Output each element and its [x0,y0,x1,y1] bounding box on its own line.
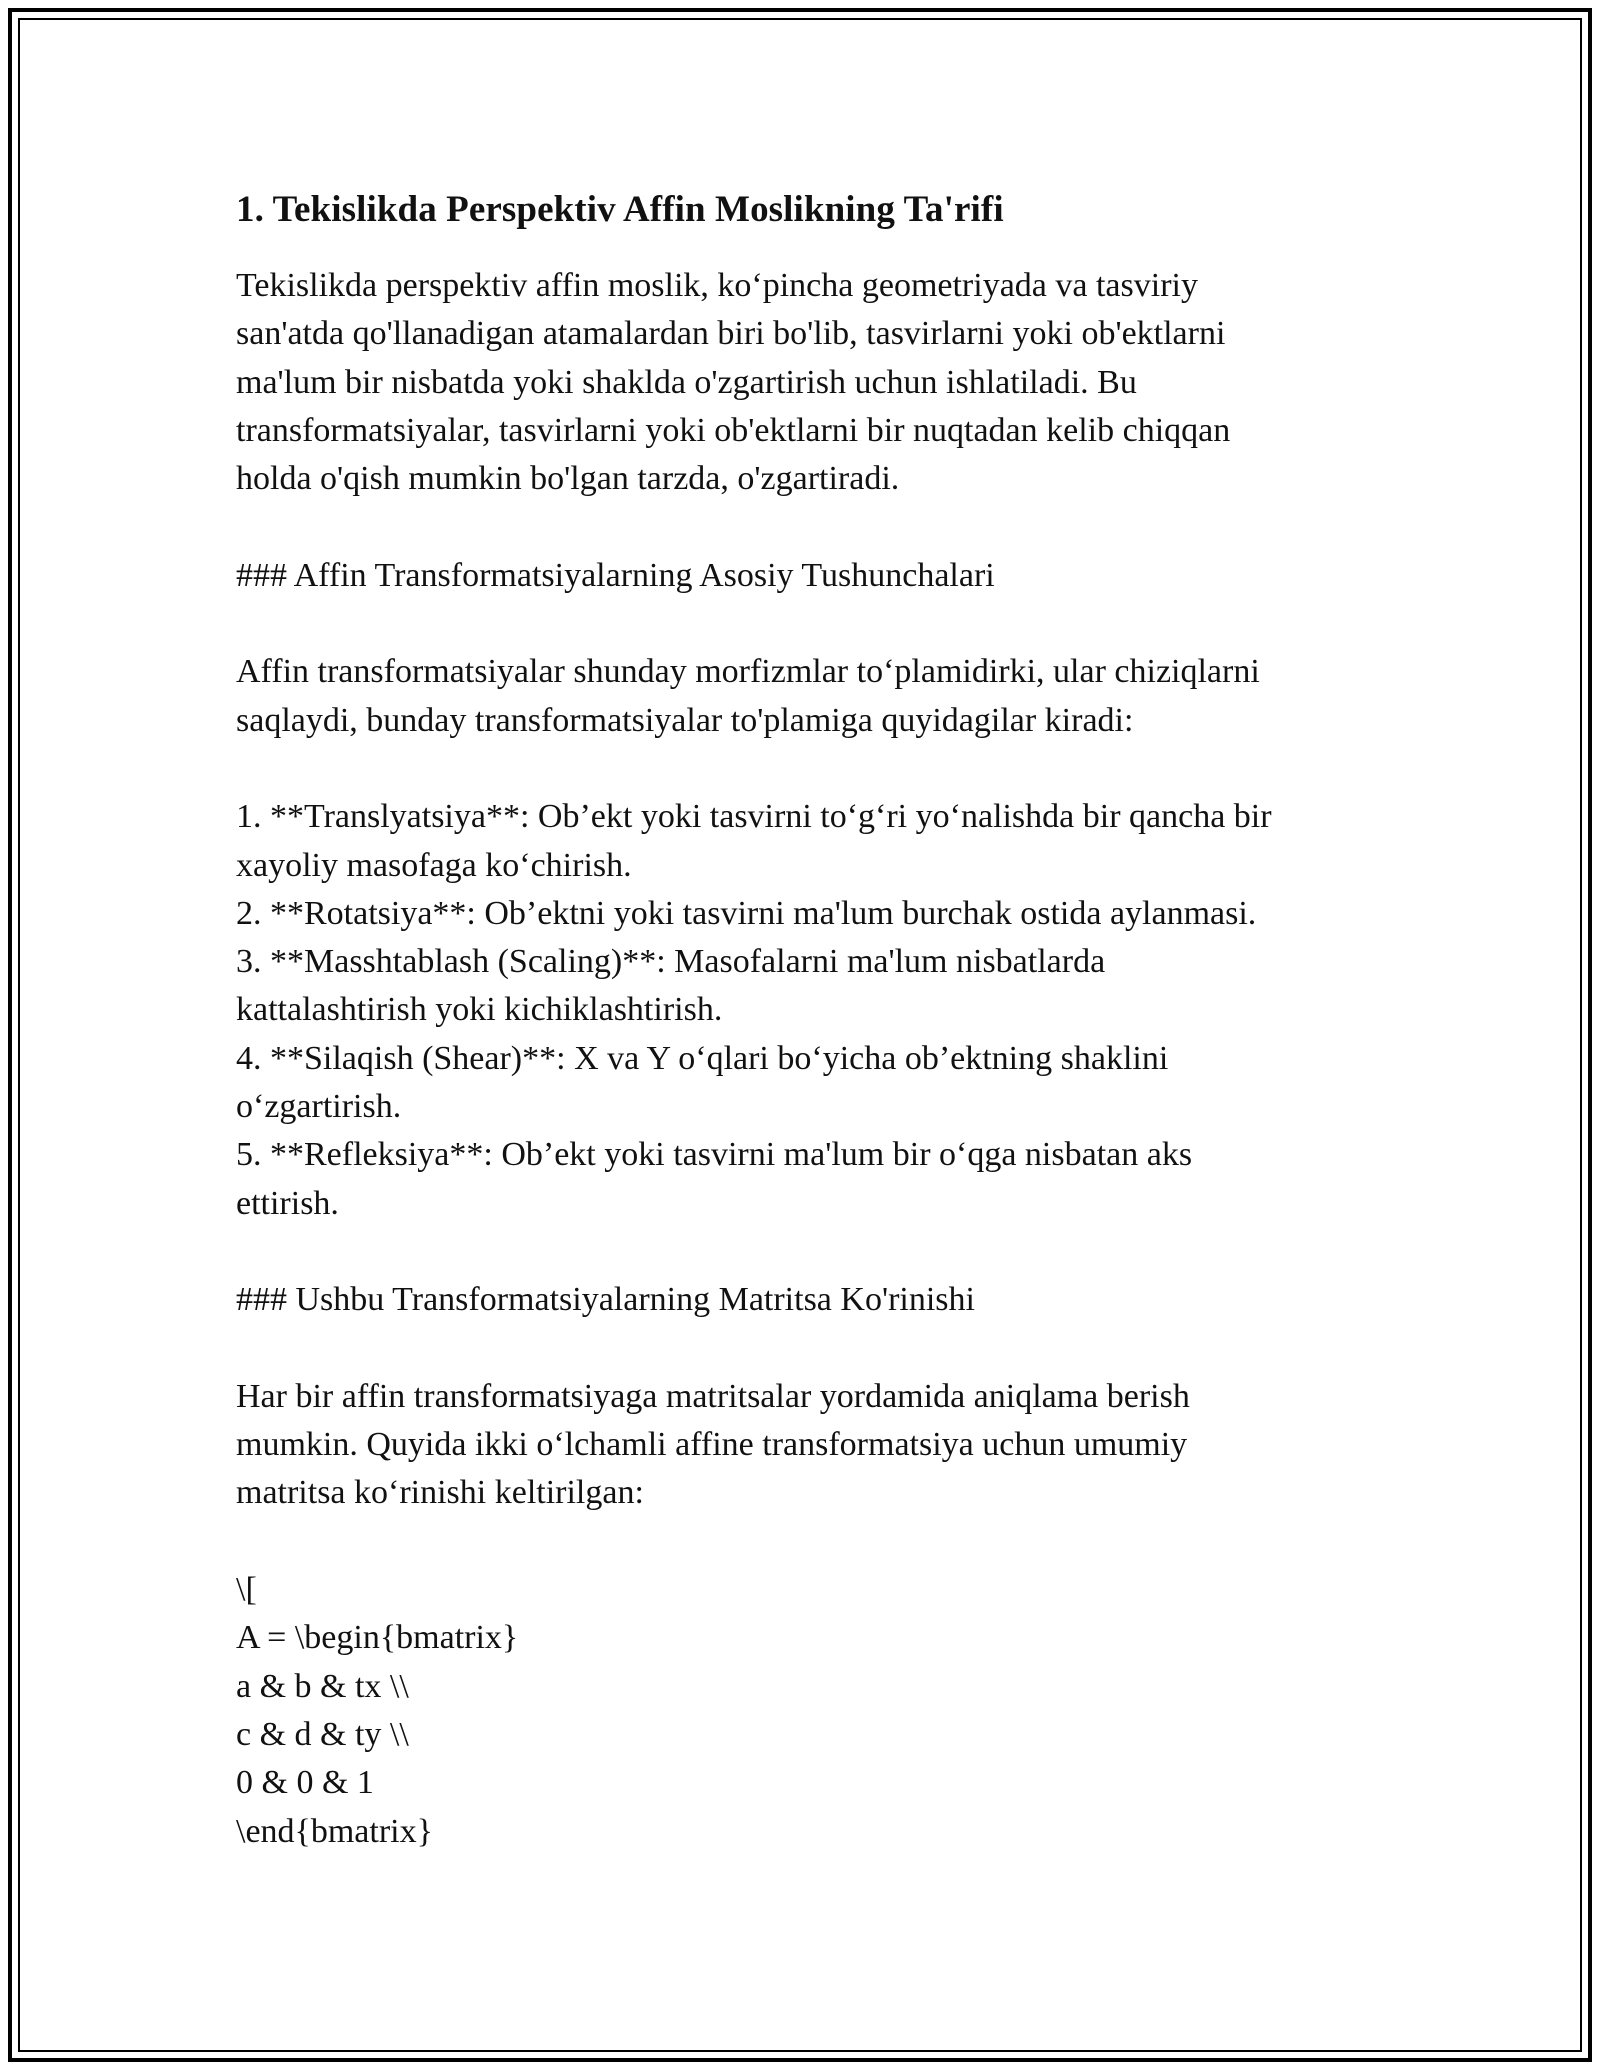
latex-line: \end{bmatrix} [236,1812,433,1850]
list-line: xayoliy masofaga ko‘chirish. [236,846,632,884]
paragraph-line: transformatsiyalar, tasvirlarni yoki ob'ektlarni bir nuqtadan kelib chiqqan [236,411,1231,449]
document-title: 1. Tekislikda Perspektiv Affin Moslikning Ta'rifi [236,189,1004,230]
paragraph-line: ma'lum bir nisbatda yoki shaklda o'zgartirish uchun ishlatiladi. Bu [236,363,1137,401]
list-line: 5. **Refleksiya**: Ob’ekt yoki tasvirni ma'lum bir o‘qga nisbatan aks [236,1136,1193,1174]
paragraph-line: san'atda qo'llanadigan atamalardan biri bo'lib, tasvirlarni yoki ob'ektlarni [236,315,1226,353]
list-line: 1. **Translyatsiya**: Ob’ekt yoki tasvirni to‘g‘ri yo‘nalishda bir qancha bir [236,798,1272,836]
document-page [236,184,1386,1856]
paragraph-line: matritsa ko‘rinishi keltirilgan: [236,1474,644,1512]
basics-paragraph [236,648,1386,745]
list-line: kattalashtirish yoki kichiklashtirish. [236,991,723,1029]
paragraph-line: Tekislikda perspektiv affin moslik, ko‘pincha geometriyada va tasviriy [236,267,1198,304]
latex-line: A = \begin{bmatrix} [236,1619,519,1657]
matrix-latex-block [236,1566,1386,1856]
matrix-paragraph [236,1373,1386,1518]
transformations-list [236,793,1386,1228]
paragraph-line: holda o'qish mumkin bo'lgan tarzda, o'zgartiradi. [236,460,900,498]
latex-line: a & b & tx \\ [236,1667,409,1705]
paragraph-line: mumkin. Quyida ikki o‘lchamli affine transformatsiya uchun umumiy [236,1426,1188,1464]
latex-line: 0 & 0 & 1 [236,1764,374,1802]
intro-paragraph [236,262,1386,503]
latex-line: c & d & ty \\ [236,1715,409,1753]
section-heading-matrix: ### Ushbu Transformatsiyalarning Matritsa Ko'rinishi [236,1281,975,1319]
latex-line: \[ [236,1571,257,1609]
section-heading-basics: ### Affin Transformatsiyalarning Asosiy Tushunchalari [236,556,995,594]
list-line: 4. **Silaqish (Shear)**: X va Y o‘qlari bo‘yicha ob’ektning shaklini [236,1039,1169,1077]
paragraph-line: Affin transformatsiyalar shunday morfizmlar to‘plamidirki, ular chiziqlarni [236,653,1260,691]
paragraph-line: saqlaydi, bunday transformatsiyalar to'plamiga quyidagilar kiradi: [236,701,1134,739]
list-line: ettirish. [236,1184,339,1222]
paragraph-line: Har bir affin transformatsiyaga matritsalar yordamida aniqlama berish [236,1377,1190,1415]
list-line: o‘zgartirish. [236,1088,402,1126]
list-line: 3. **Masshtablash (Scaling)**: Masofalarni ma'lum nisbatlarda [236,943,1106,981]
list-line: 2. **Rotatsiya**: Ob’ektni yoki tasvirni ma'lum burchak ostida aylanmasi. [236,894,1257,932]
